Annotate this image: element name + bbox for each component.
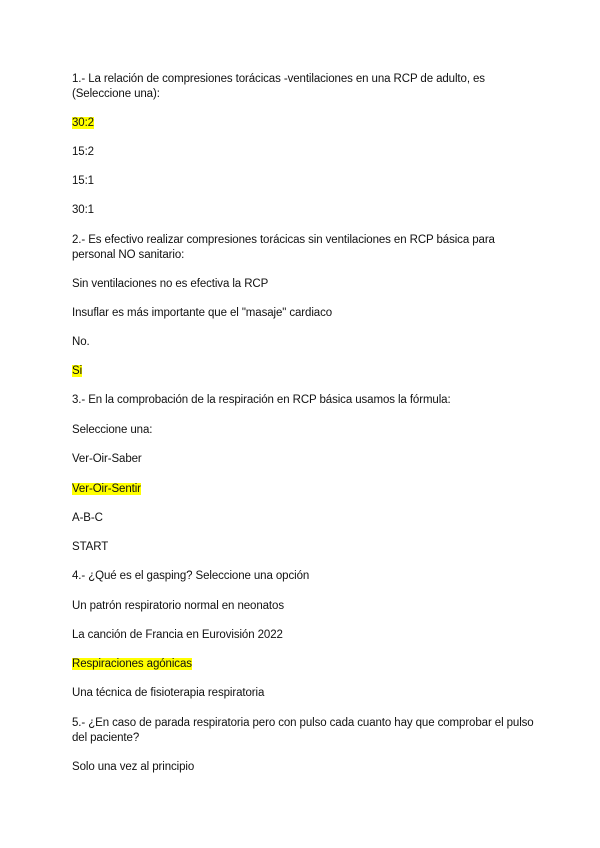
question-1-option-2: 15:2 (72, 146, 94, 158)
question-3-option-1: Ver-Oir-Saber (72, 453, 142, 465)
question-2-option-1: Sin ventilaciones no es efectiva la RCP (72, 278, 269, 290)
question-4-option-1: Un patrón respiratorio normal en neonatos (72, 600, 284, 612)
question-4-option-3-highlighted: Respiraciones agónicas (72, 658, 192, 670)
question-2-prompt-line-1: 2.- Es efectivo realizar compresiones torácicas sin ventilaciones en RCP básica para (72, 234, 495, 246)
question-1-option-4: 30:1 (72, 204, 94, 216)
question-3-option-3: A-B-C (72, 512, 103, 524)
question-3-prompt-line-1: 3.- En la comprobación de la respiración en RCP básica usamos la fórmula: (72, 394, 451, 406)
question-5-prompt-line-2: del paciente? (72, 732, 140, 744)
question-3-option-4: START (72, 541, 109, 553)
question-2-option-2: Insuflar es más importante que el "masaje" cardiaco (72, 307, 333, 319)
question-2-prompt-line-2: personal NO sanitario: (72, 249, 185, 261)
question-4-option-4: Una técnica de fisioterapia respiratoria (72, 687, 265, 699)
question-3-sub-prompt: Seleccione una: (72, 424, 153, 436)
question-1-prompt-line-2: (Seleccione una): (72, 88, 160, 100)
question-1-option-1-highlighted: 30:2 (72, 117, 94, 129)
question-4-option-2: La canción de Francia en Eurovisión 2022 (72, 629, 283, 641)
question-4-prompt-line-1: 4.- ¿Qué es el gasping? Seleccione una opción (72, 570, 310, 582)
question-5-prompt-line-1: 5.- ¿En caso de parada respiratoria pero con pulso cada cuanto hay que comprobar el pulso (72, 717, 534, 729)
question-1-prompt-line-1: 1.- La relación de compresiones torácicas -ventilaciones en una RCP de adulto, es (72, 73, 485, 85)
question-2-option-4-highlighted: Si (72, 365, 83, 377)
question-1-option-3: 15:1 (72, 175, 94, 187)
question-5-option-1: Solo una vez al principio (72, 761, 195, 773)
question-2-option-3: No. (72, 336, 90, 348)
question-3-option-2-highlighted: Ver-Oir-Sentir (72, 483, 141, 495)
